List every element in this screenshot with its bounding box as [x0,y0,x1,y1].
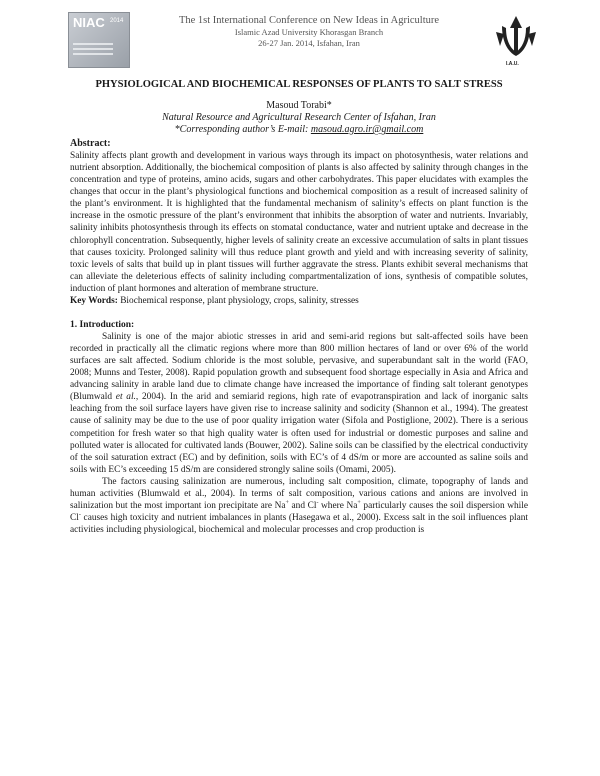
corresponding-email-line [70,124,528,136]
email-link[interactable]: masoud.agro.ir@gmail.com [310,124,424,135]
keywords-list: Biochemical response, plant physiology, crops, salinity, stresses [117,295,359,306]
iau-logo [492,12,540,70]
conference-info [136,14,482,49]
paper-content [70,78,528,536]
keywords-label: Key Words: [70,295,118,306]
niac-logo [68,12,130,68]
university-name: Islamic Azad University Khorasgan Branch [234,27,384,37]
logo-text: NIAC [73,15,105,30]
keywords [70,295,528,307]
logo-decoration [73,43,113,58]
conference-header [68,12,544,74]
corresponding-label: *Corresponding author’s E-mail: [174,124,309,135]
introduction-paragraph-2: The factors causing salinization are numerous, including salt composition, climate, topography of lands and human activities (Blumwald et al., 2004). In terms of salt composition, various cations and anions are involved in salinization but the most important ion precipitate are Na+ and Cl- where Na+ particularly causes the soil dispersion while Cl- causes high toxicity and nutrient imbalances in plants (Hasegawa et al., 2000). Excess salt in the soil influences plant activities including physiological, biochemical and molecular processes and crop production is [70,476,528,536]
introduction-paragraph-1: Salinity is one of the major abiotic stresses in arid and semi-arid regions but salt-affected soils have been recorded in practically all the climatic regions where more than 800 million hectares of land or over 6% of the world surfaces are salt affected. Sodium chloride is the most soluble, pervasive, and superabundant salt in the world (FAO, 2008; Munns and Tester, 2008). Rapid population growth and subsequent food shortage especially in Asia and Africa and advancing salinity in arable land due to climate change have increased the importance of finding salt tolerant genotypes (Blumwald et al., 2004). In the arid and semiarid regions, high rate of evapotranspiration and lack of inorganic salts leaching from the soil surface layers have given rise to increase salinity and sodicity (Shannon et al., 1994). The greatest cause of salinity may be due to the use of poor quality irrigation water (Sifola and Postiglione, 2002). There is a serious competition for fresh water so that high quality water is often used for industrial or domestic purposes and saline and polluted water is allocated for cultivated lands (Bouwer, 2002). Saline soils can be classified by the electrical conductivity of the soil saturation extract (EC) and by definition, soils with EC’s of 4 dS/m or more are accounted as saline soils and soils with EC’s exceeding 15 dS/m are considered strongly saline soils (Omami, 2005). [70,331,528,475]
conference-title: The 1st International Conference on New Ideas in Agriculture [178,15,440,26]
logo-year: 2014 [110,18,124,24]
abstract-heading: Abstract: [70,138,111,149]
paper-title: PHYSIOLOGICAL AND BIOCHEMICAL RESPONSES OF PLANTS TO SALT STRESS [95,79,503,90]
iau-logo-text: I.A.U. [506,61,519,67]
author-affiliation: Natural Resource and Agricultural Research Center of Isfahan, Iran [162,112,436,123]
conference-date-place: 26-27 Jan. 2014, Isfahan, Iran [258,38,360,48]
iau-emblem-icon [492,12,540,62]
introduction-heading: 1. Introduction: [70,319,135,330]
author-name: Masoud Torabi* [266,100,332,111]
abstract-text: Salinity affects plant growth and development in various ways through its impact on photosynthesis, water relations and nutrient absorption. Additionally, the biochemical composition of plants is also affected by salinity through changes in the concentration and type of proteins, amino acids, sugars and other carbohydrates. This paper elucidates with examples the changes that occur in the plant’s physiological functions and biochemical composition as a result of increased salinity of the plant’s environment. It is highlighted that the fundamental mechanism of salinity’s effects on plant function is the increase in the osmotic pressure of the plant’s environment that inhibits the absorption of water and nutrients. Invariably, salinity inhibits photosynthesis through its effects on stomatal conductance, water and nutrient uptake and decrease in the chlorophyll concentration. Subsequently, higher levels of salinity create an excessive accumulation of salts in plant tissues that causes toxicity. Prolonged salinity will thus reduce plant growth and yield and with increasing severity of salinity, toxic levels of salts that build up in plant tissues will further aggravate the stress. Plants exhibit several mechanisms that can alleviate the deleterious effects of salinity including compartmentalization of ions, synthesis of compatible solutes, induction of plant hormones and alteration of membrane structure. [70,151,528,294]
